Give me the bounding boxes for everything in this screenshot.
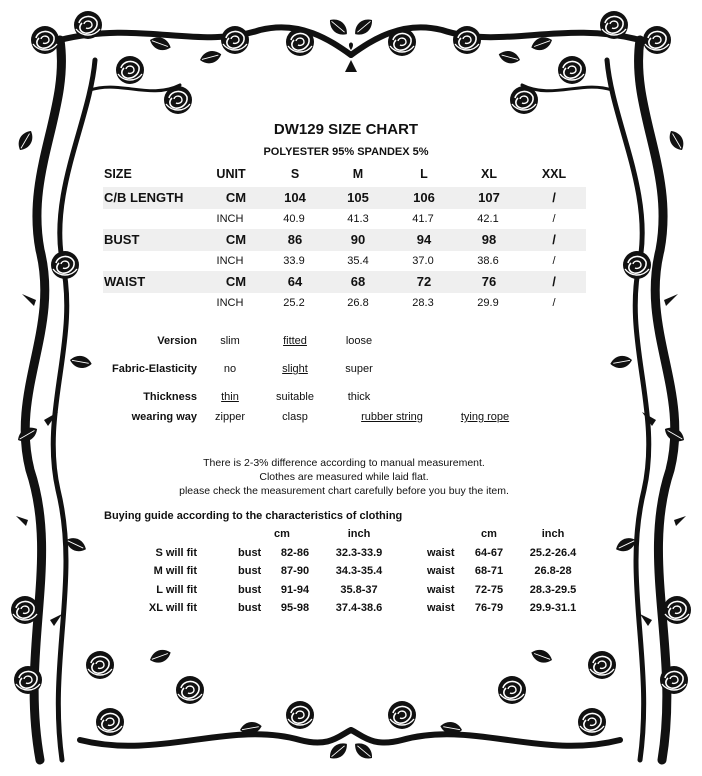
guide-inch: 26.8-28 [534, 565, 572, 577]
guide-part: bust [238, 584, 262, 596]
guide-inch: 32.3-33.9 [335, 547, 383, 559]
guide-part: bust [238, 565, 262, 577]
guide-cm: 76-79 [474, 602, 504, 614]
option-no: no [223, 363, 237, 375]
attr-label-version: Version [157, 335, 197, 347]
guide-size-m: M will fit [153, 565, 197, 577]
guide-part: bust [238, 602, 262, 614]
cell-bust-m-inch: 35.4 [347, 255, 369, 267]
unit-cm: CM [225, 232, 247, 247]
guide-inch: 28.3-29.5 [529, 584, 577, 596]
header-l: L [420, 167, 428, 181]
cell-bust-xxl-cm: / [552, 232, 556, 247]
guide-part: bust [238, 547, 262, 559]
guide-col-inch: inch [541, 528, 565, 540]
cell-cb-length-m-cm: 105 [347, 190, 369, 205]
guide-part: waist [427, 602, 455, 614]
cell-bust-xxl-inch: / [552, 255, 556, 267]
cell-cb-length-s-cm: 104 [284, 190, 306, 205]
cell-waist-m-cm: 68 [350, 274, 366, 289]
cell-bust-s-inch: 33.9 [283, 255, 305, 267]
unit-cm: CM [225, 190, 247, 205]
cell-waist-m-inch: 26.8 [347, 297, 369, 309]
row-label-bust: BUST [104, 232, 140, 247]
material-label: POLYESTER 95% SPANDEX 5% [263, 146, 429, 158]
cell-waist-s-inch: 25.2 [283, 297, 305, 309]
cell-bust-m-cm: 90 [350, 232, 366, 247]
cell-cb-length-m-inch: 41.3 [347, 213, 369, 225]
guide-cm: 82-86 [280, 547, 310, 559]
cell-cb-length-l-cm: 106 [413, 190, 435, 205]
attr-label-wearing-way: wearing way [131, 411, 197, 423]
cell-waist-xl-inch: 29.9 [477, 297, 499, 309]
cell-cb-length-xxl-cm: / [552, 190, 556, 205]
guide-inch: 34.3-35.4 [335, 565, 383, 577]
guide-cm: 95-98 [280, 602, 310, 614]
header-s: S [290, 167, 300, 181]
cell-cb-length-s-inch: 40.9 [283, 213, 305, 225]
cell-cb-length-xl-cm: 107 [478, 190, 500, 205]
guide-cm: 87-90 [280, 565, 310, 577]
guide-inch: 25.2-26.4 [529, 547, 577, 559]
unit-inch: INCH [216, 213, 244, 225]
cell-cb-length-xxl-inch: / [552, 213, 556, 225]
header-xl: XL [481, 167, 497, 181]
cell-bust-xl-cm: 98 [481, 232, 497, 247]
header-xxl: XXL [541, 167, 567, 181]
attr-label-elasticity: Fabric-Elasticity [112, 363, 197, 375]
guide-cm: 72-75 [474, 584, 504, 596]
unit-inch: INCH [216, 255, 244, 267]
option-thin-selected: thin [221, 391, 239, 403]
cell-waist-xxl-inch: / [552, 297, 556, 309]
cell-cb-length-xl-inch: 42.1 [477, 213, 499, 225]
guide-col-cm: cm [274, 528, 290, 540]
cell-waist-l-inch: 28.3 [412, 297, 434, 309]
cell-waist-s-cm: 64 [287, 274, 303, 289]
row-label-waist: WAIST [104, 274, 146, 289]
header-size: SIZE [104, 167, 132, 181]
option-zipper: zipper [215, 411, 245, 423]
header-unit: UNIT [216, 167, 246, 181]
cell-bust-l-cm: 94 [416, 232, 432, 247]
option-loose: loose [345, 335, 373, 347]
cell-cb-length-l-inch: 41.7 [412, 213, 434, 225]
option-thick: thick [347, 391, 371, 403]
table-row-shade [103, 229, 586, 251]
guide-part: waist [427, 565, 455, 577]
cell-waist-xxl-cm: / [552, 274, 556, 289]
cell-bust-s-cm: 86 [287, 232, 303, 247]
cell-bust-xl-inch: 38.6 [477, 255, 499, 267]
guide-inch: 35.8-37 [340, 584, 378, 596]
guide-cm: 64-67 [474, 547, 504, 559]
guide-cm: 68-71 [474, 565, 504, 577]
row-label-cb-length: C/B LENGTH [104, 190, 184, 205]
option-tying-rope-selected: tying rope [460, 411, 510, 423]
guide-part: waist [427, 547, 455, 559]
table-row-shade [103, 271, 586, 293]
guide-part: waist [427, 584, 455, 596]
note-line: There is 2-3% difference according to manual measurement. [203, 457, 485, 469]
option-slight-selected: slight [282, 363, 308, 375]
attr-label-thickness: Thickness [143, 391, 197, 403]
guide-inch: 37.4-38.6 [335, 602, 383, 614]
note-line: please check the measurement chart carefully before you buy the item. [179, 485, 509, 497]
guide-size-s: S will fit [155, 547, 197, 559]
guide-col-cm: cm [481, 528, 497, 540]
guide-title: Buying guide according to the characteristics of clothing [104, 510, 403, 522]
unit-inch: INCH [216, 297, 244, 309]
cell-waist-xl-cm: 76 [481, 274, 497, 289]
guide-cm: 91-94 [280, 584, 310, 596]
chart-title: DW129 SIZE CHART [273, 121, 419, 138]
option-super: super [345, 363, 373, 375]
option-fitted-selected: fitted [283, 335, 307, 347]
option-rubber-string-selected: rubber string [361, 411, 423, 423]
guide-col-inch: inch [347, 528, 371, 540]
option-slim: slim [220, 335, 240, 347]
header-m: M [352, 167, 364, 181]
guide-size-xl: XL will fit [148, 602, 197, 614]
cell-waist-l-cm: 72 [416, 274, 432, 289]
option-clasp: clasp [282, 411, 308, 423]
guide-inch: 29.9-31.1 [529, 602, 577, 614]
guide-size-l: L will fit [156, 584, 197, 596]
unit-cm: CM [225, 274, 247, 289]
option-suitable: suitable [276, 391, 314, 403]
cell-bust-l-inch: 37.0 [412, 255, 434, 267]
note-line: Clothes are measured while laid flat. [259, 471, 429, 483]
